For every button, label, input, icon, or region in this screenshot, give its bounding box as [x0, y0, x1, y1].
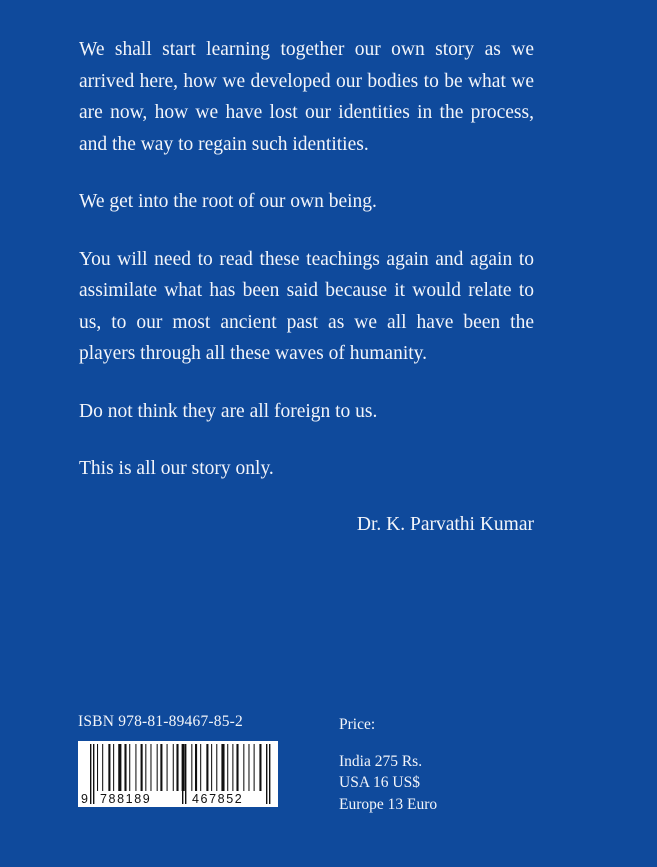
blurb-text — [79, 34, 534, 566]
barcode-digits-left: 788189 — [100, 792, 152, 806]
paragraph: We shall start learning together our own story as we arrived here, how we developed our bodies to be what we are now, how we have lost our identities in the process, and the way to regain such identities. — [79, 39, 534, 155]
isbn-block — [78, 713, 293, 807]
barcode-digit-first: 9 — [81, 792, 88, 806]
paragraph: You will need to read these teachings again and again to assimilate what has been said because it would relate to us, to our most ancient past as we all have been the players through all these waves of humanity. — [79, 248, 534, 364]
isbn-text: ISBN 978-81-89467-85-2 — [78, 713, 243, 730]
barcode-digits-right: 467852 — [192, 792, 244, 806]
price-usa: USA 16 US$ — [339, 774, 420, 791]
price-india: India 275 Rs. — [339, 752, 423, 770]
paragraph: Do not think they are all foreign to us. — [79, 400, 378, 422]
barcode — [78, 741, 278, 807]
barcode-digits — [78, 792, 278, 807]
author-signature: Dr. K. Parvathi Kumar — [356, 513, 534, 535]
paragraph: We get into the root of our own being. — [79, 191, 377, 212]
paragraph: This is all our story only. — [79, 458, 274, 479]
price-europe: Europe 13 Euro — [339, 795, 438, 813]
price-block — [339, 714, 437, 815]
price-label: Price: — [339, 716, 376, 733]
